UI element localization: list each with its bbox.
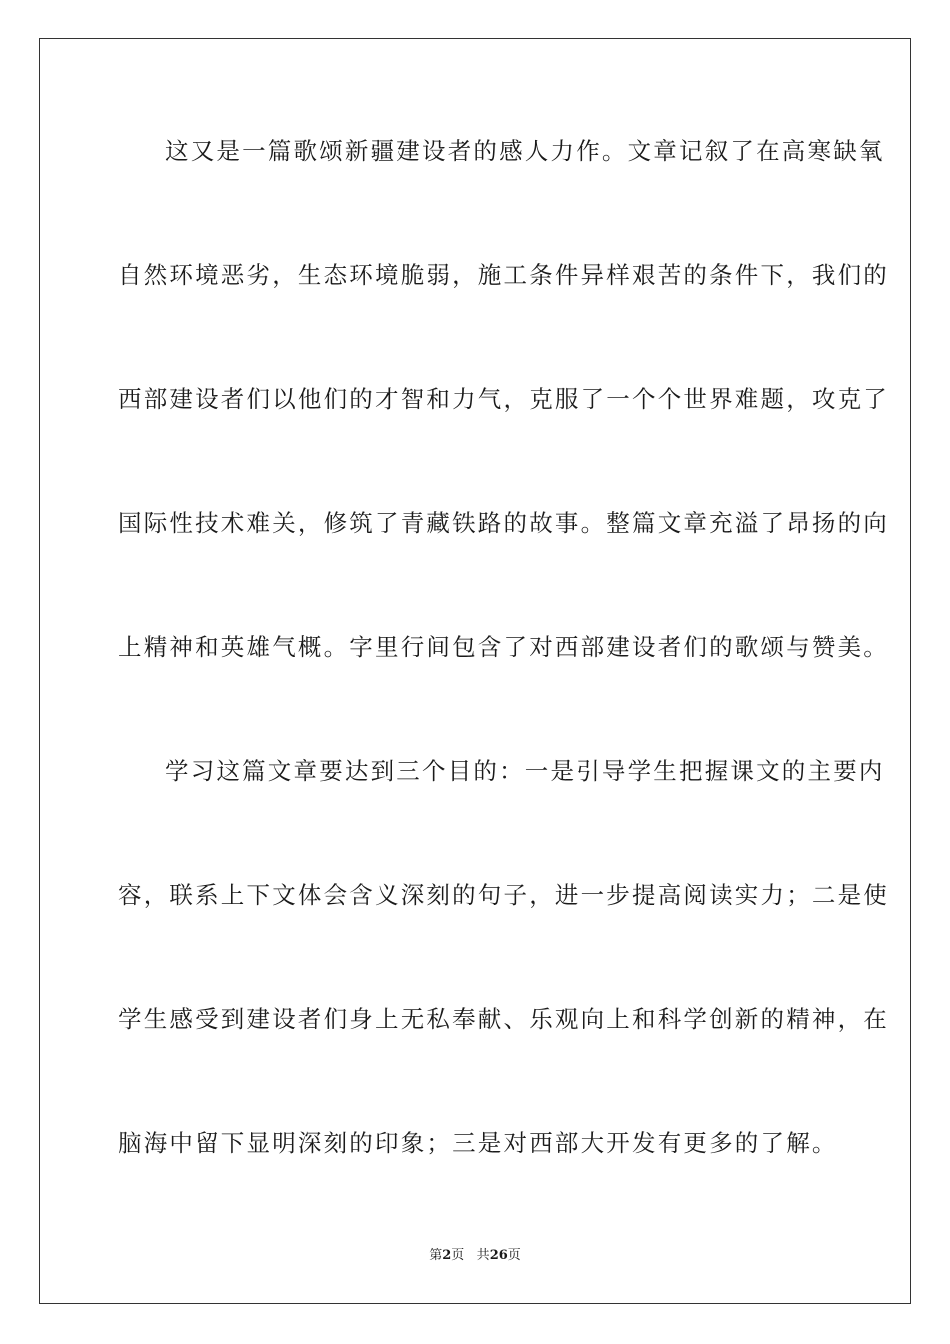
page-footer bbox=[0, 1247, 950, 1265]
page-border bbox=[39, 38, 911, 1304]
page-prefix: 第 bbox=[429, 1248, 443, 1263]
page-suffix: 页 bbox=[451, 1248, 465, 1263]
total-prefix: 共 bbox=[476, 1248, 490, 1263]
paragraph-1-line-1: 这又是一篇歌颂新疆建设者的感人力作。文章记叙了在高寒缺氧 bbox=[165, 137, 885, 165]
paragraph-1-line-2: 自然环境恶劣，生态环境脆弱，施工条件异样艰苦的条件下，我们的 bbox=[118, 261, 889, 289]
total-pages: 26 bbox=[489, 1248, 508, 1263]
page-number: 2 bbox=[442, 1248, 452, 1263]
paragraph-2-line-2: 容，联系上下文体会含义深刻的句子，进一步提高阅读实力；二是使 bbox=[118, 881, 889, 909]
paragraph-2-line-3: 学生感受到建设者们身上无私奉献、乐观向上和科学创新的精神，在 bbox=[118, 1005, 889, 1033]
paragraph-1-line-3: 西部建设者们以他们的才智和力气，克服了一个个世界难题，攻克了 bbox=[118, 385, 889, 413]
paragraph-2-line-4: 脑海中留下显明深刻的印象；三是对西部大开发有更多的了解。 bbox=[118, 1129, 838, 1157]
paragraph-2-line-1: 学习这篇文章要达到三个目的：一是引导学生把握课文的主要内 bbox=[165, 757, 885, 785]
paragraph-1-line-5: 上精神和英雄气概。字里行间包含了对西部建设者们的歌颂与赞美。 bbox=[118, 633, 889, 661]
paragraph-1-line-4: 国际性技术难关，修筑了青藏铁路的故事。整篇文章充溢了昂扬的向 bbox=[118, 509, 889, 537]
total-suffix: 页 bbox=[507, 1248, 521, 1263]
